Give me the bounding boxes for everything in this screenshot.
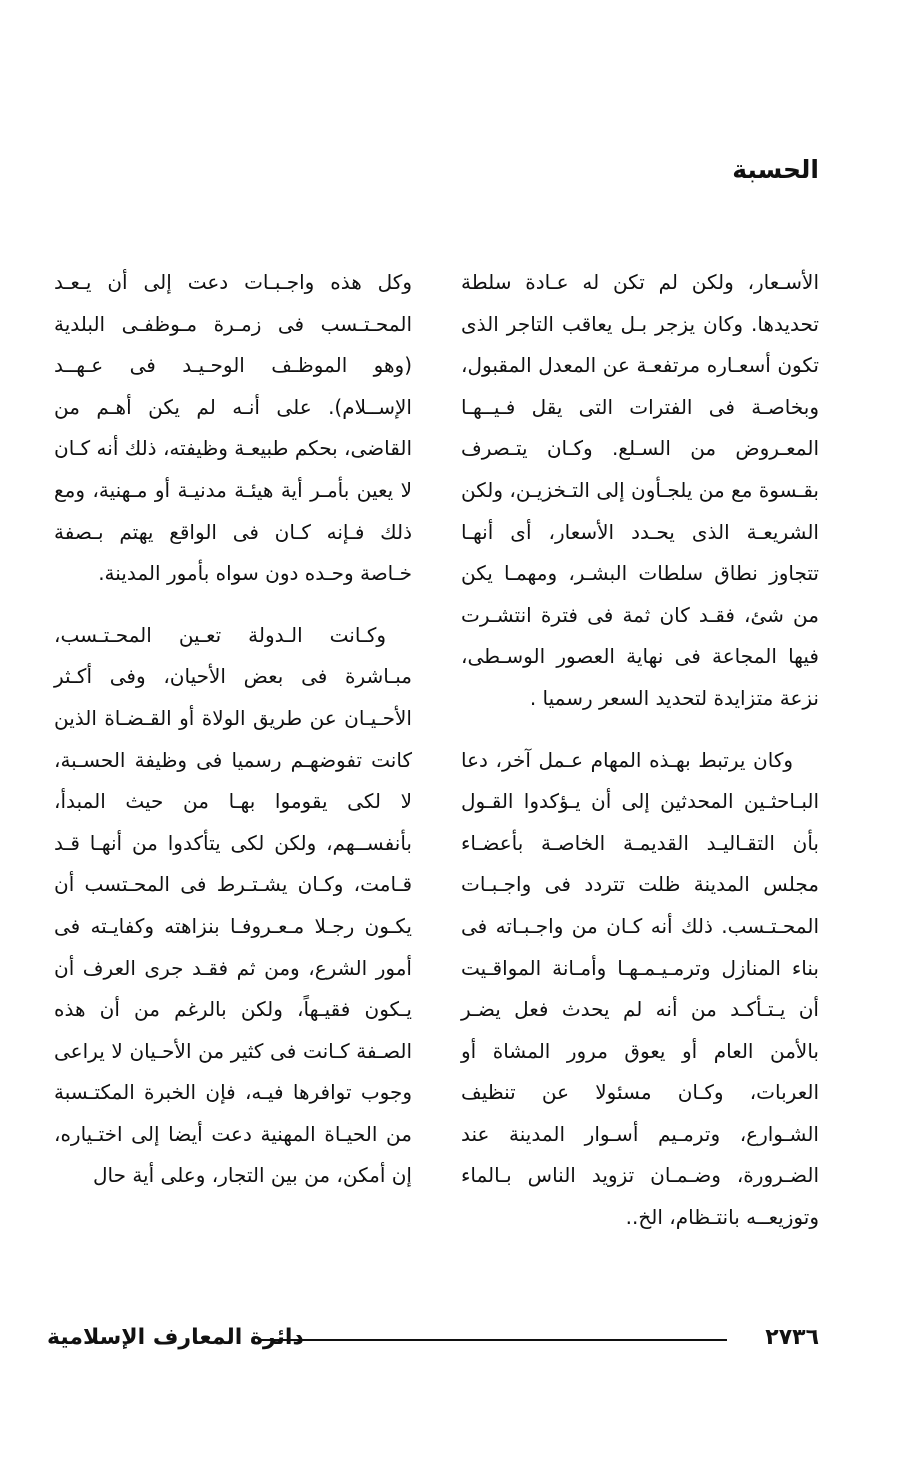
right-column-paragraph-1: الأسـعار، ولكن لم تكن له عـادة سلطة تحديدها. وكان يزجر بـل يعاقب التاجر الذى تكون أسعـاره مرتفعـة عن المعدل المقبول، وبخاصـة فى الفترات التى يقل فـيــهـا المعـروض من السـلع. وكـان يتـصرف بقـسوة مع من يلجـأون إلى التـخزيـن، ولكن الشريعـة الذى يحـدد الأسعار، أى أنهـا تتجاوز نطاق سلطات البشـر، ومهمـا يكن من شئ، فقـد كان ثمة فى فترة انتشـرت فيها المجاعة فى نهاية العصور الوسـطى، نزعة متزايدة لتحديد السعر رسميا . (461, 270, 819, 710)
right-column-paragraph-2: وكان يرتبط بهـذه المهام عـمل آخر، دعا البـاحثـين المحدثين إلى أن يـؤكدوا القـول بأن التقـاليـد القديمـة الخاصـة بأعضـاء مجلس المدينة ظلت تتردد فى واجـبـات المحـتـسب. ذلك أنه كـان من واجـبـاته فى بناء المنازل وترمـيـمـهـا وأمـانة المواقـيت أن يـتـأكـد من أنه لم يحدث فعل يضـر بالأمن العام أو يعوق مرور المشاة أو العربات، وكـان مسئولا عن تنظيف الشـوارع، وترمـيم أسـوار المدينة عند الضـرورة، وضـمـان تزويد الناس بـالماء وتوزيعــه بانتـظام، الخ.. (461, 747, 819, 1230)
running-head: الحسبة (732, 155, 819, 184)
publication-title: دائرة المعارف الإسلامية (47, 1325, 304, 1350)
page-footer (47, 1318, 819, 1358)
left-column-paragraph-2: وكـانت الـدولة تعـين المحـتـسب، مبـاشرة فى بعض الأحيان، وفى أكـثر الأحـيـان عن طريق الولاة أو القـضـاة الذين كانت تفوضهـم رسميا فى وظيفة الحسـبة، لا لكى يقوموا بهـا من حيث المبدأ، بأنفســهم، ولكن لكى يتأكدوا من أنهـا قـد قـامت، وكـان يشـتـرط فى المحـتسب أن يكـون رجـلا مـعـروفـا بنزاهته وكفايـته فى أمور الشرع، ومن ثم فقـد جرى العرف أن يـكون فقيـهاً، ولكن بالرغم من أن هذه الصـفة كـانت فى كثير من الأحـيان لا يراعى وجوب توافرها فيـه، فإن الخبرة المكتـسبة من الحيـاة المهنية دعت أيضا إلى اختـياره، إن أمكن، من بين التجار، وعلى أية حال (54, 622, 412, 1188)
right-column (461, 262, 819, 1239)
left-column (54, 262, 412, 1197)
footer-divider (259, 1339, 727, 1341)
left-column-paragraph-1: وكل هذه واجـبـات دعت إلى أن يـعـد المحـتـسب فى زمـرة مـوظفـى البلدية (وهو الموظـف الوحـيـد فى عـهــد الإســلام). على أنـه لم يكن أهـم من القاضى، بحكم طبيعـة وظيفته، ذلك أنه كـان لا يعين بأمـر أية هيئـة مدنيـة أو مـهنية، ومع ذلك فـإنه كـان فى الواقع يهتم بـصفة خـاصة وحـده دون سواه بأمور المدينة. (54, 270, 412, 586)
page-number: ٢٧٣٦ (765, 1325, 819, 1350)
